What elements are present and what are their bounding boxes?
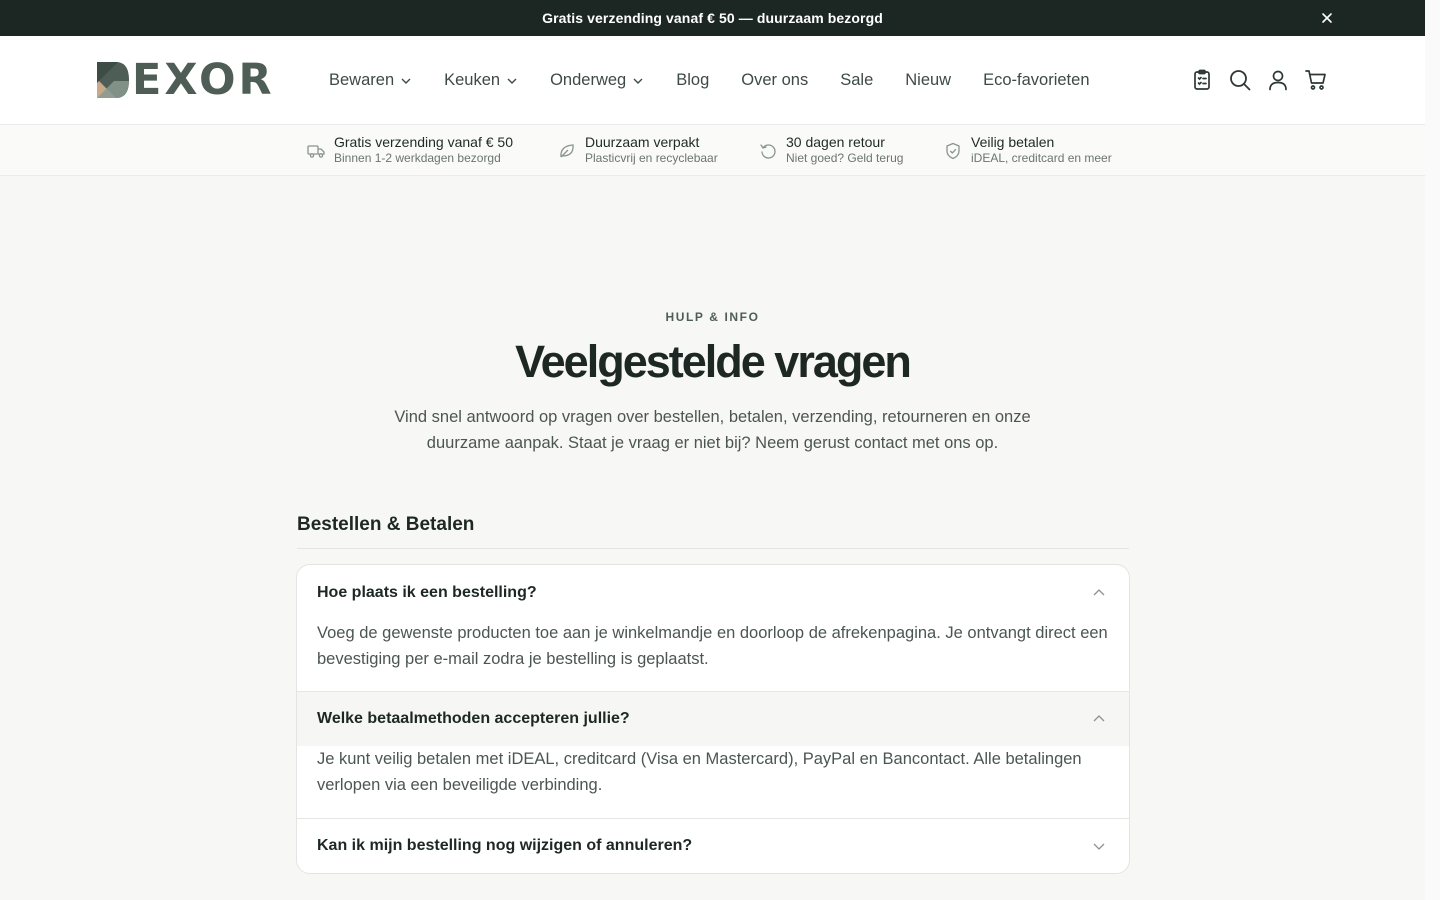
nav-item-label: Sale <box>840 71 874 89</box>
clipboard-icon[interactable] <box>1190 68 1214 92</box>
faq-question[interactable] <box>297 692 1129 746</box>
chevron-down-icon <box>632 75 644 87</box>
nav-item-nieuw[interactable] <box>905 71 951 90</box>
benefit-packaging <box>558 134 718 166</box>
page-eyebrow: HULP & INFO <box>665 310 760 324</box>
faq-accordion <box>296 564 1130 874</box>
chevron-up-icon <box>1091 585 1107 601</box>
chevron-down-icon <box>1091 838 1107 854</box>
benefits-strip <box>0 125 1425 176</box>
chevron-up-icon <box>1091 711 1107 727</box>
logo-mark-icon <box>96 61 130 99</box>
faq-question-text: Welke betaalmethoden accepteren jullie? <box>317 710 630 727</box>
return-icon <box>759 142 777 160</box>
nav-item-label: Onderweg <box>550 71 627 89</box>
close-icon[interactable] <box>1319 10 1335 26</box>
chevron-down-icon <box>506 75 518 87</box>
benefit-payment <box>944 134 1112 166</box>
benefit-title: Gratis verzending vanaf € 50 <box>334 134 513 150</box>
nav-item-label: Nieuw <box>905 71 952 89</box>
faq-question[interactable] <box>297 819 1129 873</box>
truck-icon <box>307 142 325 160</box>
nav-item-over-ons[interactable] <box>741 71 808 90</box>
benefit-title: Duurzaam verpakt <box>585 134 700 150</box>
header-actions <box>1190 68 1342 92</box>
benefit-subtitle: Plasticvrij en recyclebaar <box>585 151 718 165</box>
nav-item-eco-favorieten[interactable] <box>983 71 1089 90</box>
faq-question[interactable] <box>297 565 1129 620</box>
announcement-bar <box>0 0 1425 36</box>
nav-item-label: Keuken <box>444 71 501 89</box>
faq-question-text: Hoe plaats ik een bestelling? <box>317 583 537 601</box>
benefit-returns <box>759 134 903 166</box>
logo-text: EXOR <box>132 55 275 105</box>
nav-item-bewaren[interactable] <box>329 71 412 90</box>
nav-item-onderweg[interactable] <box>550 71 644 90</box>
benefit-shipping <box>307 134 513 166</box>
chevron-down-icon <box>400 75 412 87</box>
faq-answer: Voeg de gewenste producten toe aan je winkelmandje en doorloop de afrekenpagina. Je ontvangt direct een bevestiging per e-mail zodra je bestelling is geplaatst. <box>317 624 1108 668</box>
logo[interactable] <box>96 55 275 105</box>
page-intro: Vind snel antwoord op vragen over bestellen, betalen, verzending, retourneren en onze duurzame aanpak. Staat je vraag er niet bij? Neem gerust contact met ons op. <box>394 408 1031 452</box>
section-title: Bestellen & Betalen <box>297 514 475 535</box>
search-icon[interactable] <box>1228 68 1252 92</box>
nav-item-label: Over ons <box>741 71 809 89</box>
nav-item-label: Eco-favorieten <box>983 71 1090 89</box>
faq-answer: Je kunt veilig betalen met iDEAL, creditcard (Visa en Mastercard), PayPal en Bancontact. Alle betalingen verlopen via een beveiligde verbinding. <box>317 750 1082 794</box>
section-divider <box>297 548 1129 549</box>
benefit-title: 30 dagen retour <box>786 134 885 150</box>
nav-item-label: Blog <box>676 71 710 89</box>
benefit-subtitle: Binnen 1-2 werkdagen bezorgd <box>334 151 501 165</box>
faq-question-text: Kan ik mijn bestelling nog wijzigen of annuleren? <box>317 837 693 854</box>
page-title: Veelgestelde vragen <box>515 336 910 387</box>
account-icon[interactable] <box>1266 68 1290 92</box>
nav-item-keuken[interactable] <box>444 71 518 90</box>
nav-item-blog[interactable] <box>676 71 709 90</box>
shield-check-icon <box>944 142 962 160</box>
benefit-subtitle: iDEAL, creditcard en meer <box>971 151 1112 165</box>
cart-icon[interactable] <box>1304 68 1328 92</box>
benefit-title: Veilig betalen <box>971 134 1055 150</box>
benefit-subtitle: Niet goed? Geld terug <box>786 151 904 165</box>
main-nav <box>329 36 1122 125</box>
leaf-icon <box>558 142 576 160</box>
announcement-text: Gratis verzending vanaf € 50 — duurzaam bezorgd <box>542 10 883 26</box>
nav-item-sale[interactable] <box>840 71 873 90</box>
nav-item-label: Bewaren <box>329 71 395 89</box>
scrollbar-track[interactable] <box>1425 0 1440 900</box>
site-header <box>0 36 1425 125</box>
